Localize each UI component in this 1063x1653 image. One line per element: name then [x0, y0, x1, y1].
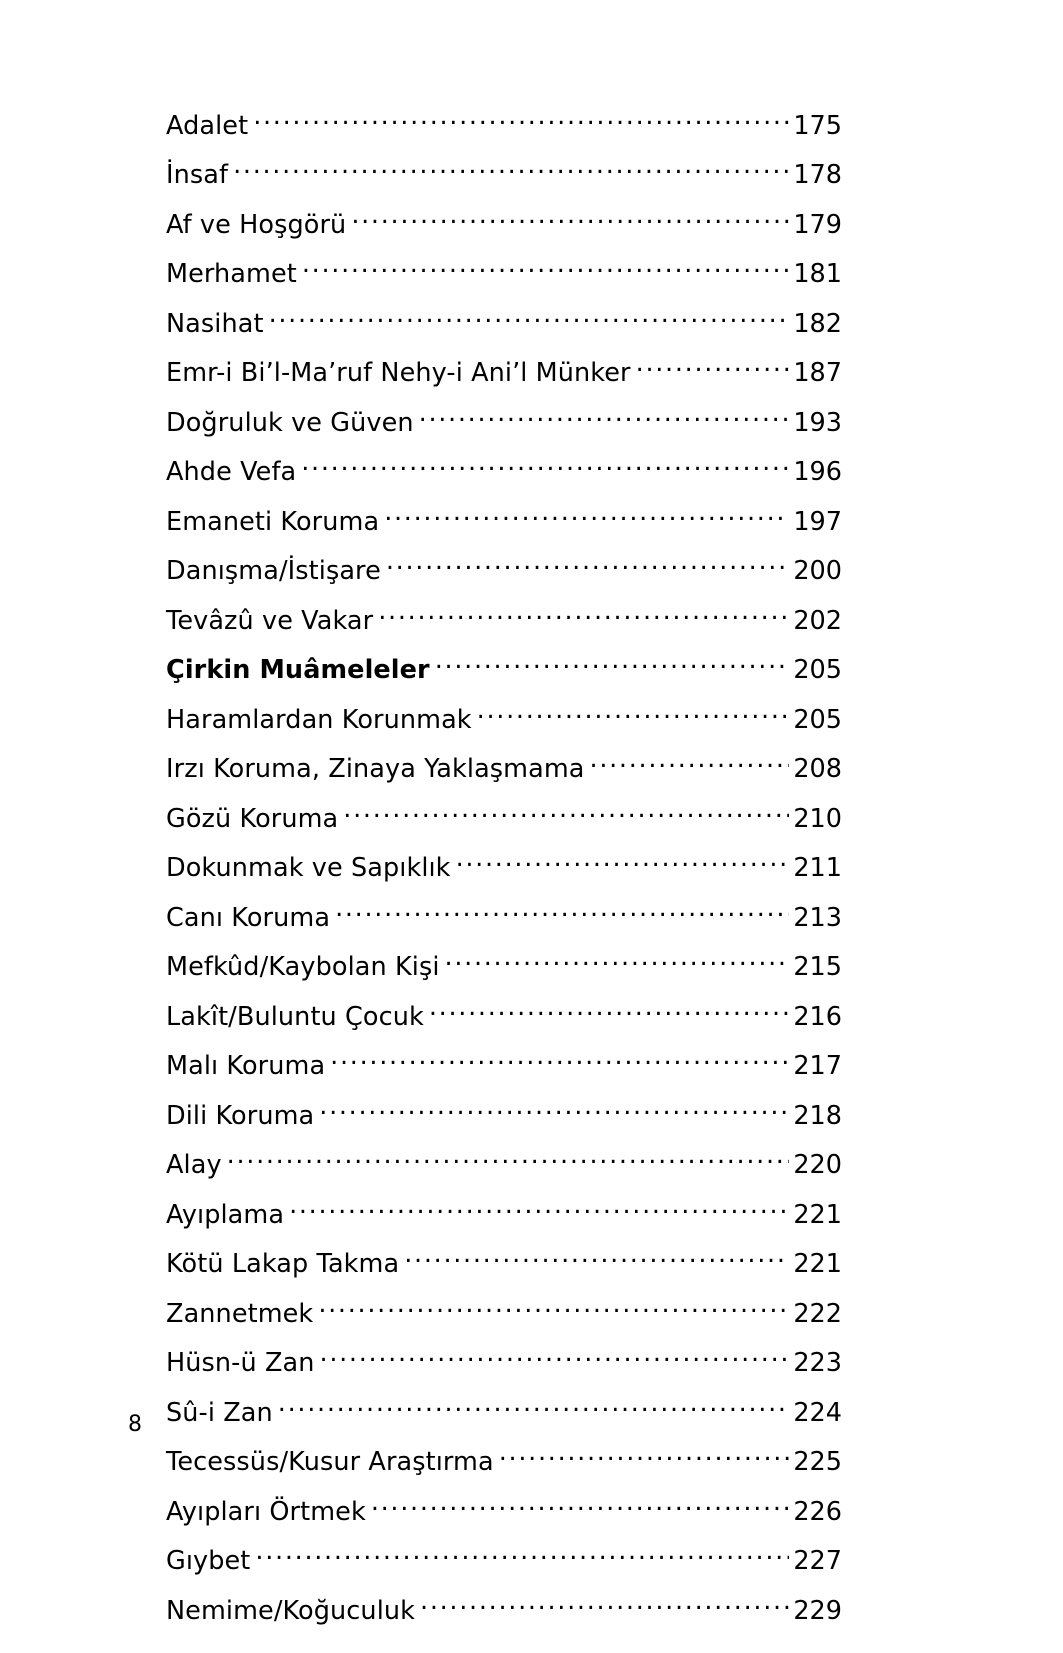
toc-entry-title: Haramlardan Korunmak — [166, 704, 472, 735]
toc-entry[interactable] — [166, 1296, 842, 1327]
toc-entry[interactable] — [166, 653, 842, 684]
toc-entry[interactable] — [166, 702, 842, 733]
toc-entry[interactable] — [166, 900, 842, 931]
toc-entry-title: İnsaf — [166, 160, 229, 190]
toc-entry-title: Merhamet — [166, 259, 297, 289]
toc-entry-title: Tecessüs/Kusur Araştırma — [166, 1447, 494, 1477]
toc-entry-page: 178 — [793, 160, 842, 190]
toc-leader-dots — [477, 702, 790, 728]
toc-entry[interactable] — [166, 999, 842, 1030]
toc-leader-dots — [404, 1247, 789, 1273]
toc-leader-dots — [269, 306, 790, 332]
toc-entry-title: Danışma/İstişare — [166, 556, 381, 586]
toc-leader-dots — [456, 851, 790, 877]
toc-entry[interactable] — [166, 257, 842, 288]
toc-entry-page: 217 — [793, 1051, 842, 1081]
toc-entry-page: 226 — [793, 1496, 842, 1527]
toc-leader-dots — [351, 207, 789, 233]
toc-leader-dots — [419, 405, 790, 431]
toc-entry-title: Malı Koruma — [166, 1051, 326, 1081]
toc-entry-page: 205 — [793, 704, 842, 735]
toc-entry[interactable] — [166, 207, 842, 238]
toc-entry-page: 215 — [793, 952, 842, 982]
toc-entry-title: Ayıplama — [166, 1199, 285, 1230]
toc-entry[interactable] — [166, 1197, 842, 1228]
toc-entry-title: Ayıpları Örtmek — [166, 1496, 366, 1527]
toc-entry-page: 222 — [793, 1298, 842, 1329]
toc-entry-title: Çirkin Muâmeleler — [166, 655, 430, 685]
toc-entry[interactable] — [166, 1544, 842, 1575]
toc-entry-page: 211 — [793, 853, 842, 883]
toc-entry-page: 218 — [793, 1100, 842, 1131]
toc-entry-title: Alay — [166, 1150, 222, 1180]
toc-entry[interactable] — [166, 504, 842, 535]
toc-entry[interactable] — [166, 1494, 842, 1525]
toc-leader-dots — [319, 1098, 789, 1124]
toc-entry-title: Dokunmak ve Sapıklık — [166, 853, 451, 883]
toc-entry-page: 221 — [793, 1199, 842, 1230]
toc-entry-title: Hüsn-ü Zan — [166, 1348, 315, 1378]
toc-entry-title: Gıybet — [166, 1546, 251, 1576]
toc-entry-title: Canı Koruma — [166, 902, 331, 933]
toc-entry[interactable] — [166, 851, 842, 882]
toc-entry[interactable] — [166, 1049, 842, 1080]
toc-entry-page: 210 — [793, 803, 842, 834]
page-number: 8 — [128, 1412, 142, 1437]
toc-entry-title: Tevâzû ve Vakar — [166, 605, 374, 636]
toc-entry-title: Emr-i Bi’l-Ma’ruf Nehy-i Ani’l Münker — [166, 358, 631, 388]
toc-entry[interactable] — [166, 1098, 842, 1129]
toc-entry-page: 225 — [793, 1447, 842, 1477]
toc-entry-title: Ahde Vefa — [166, 457, 297, 487]
toc-leader-dots — [384, 504, 789, 530]
toc-leader-dots — [330, 1049, 789, 1075]
toc-entry[interactable] — [166, 356, 842, 387]
toc-entry-page: 175 — [793, 110, 842, 141]
toc-entry[interactable] — [166, 1445, 842, 1476]
toc-entry-title: Gözü Koruma — [166, 803, 339, 834]
toc-entry-page: 182 — [793, 308, 842, 339]
toc-leader-dots — [386, 554, 789, 580]
toc-entry-title: Sû-i Zan — [166, 1397, 273, 1428]
toc-entry[interactable] — [166, 603, 842, 634]
toc-entry-title: Emaneti Koruma — [166, 506, 380, 537]
toc-leader-dots — [343, 801, 789, 827]
toc-leader-dots — [227, 1148, 790, 1174]
toc-entry[interactable] — [166, 1395, 842, 1426]
toc-entry[interactable] — [166, 306, 842, 337]
toc-leader-dots — [320, 1346, 790, 1372]
toc-leader-dots — [420, 1593, 789, 1619]
toc-leader-dots — [278, 1395, 790, 1421]
toc-entry-page: 216 — [793, 1001, 842, 1032]
toc-entry-title: Kötü Lakap Takma — [166, 1249, 400, 1279]
toc-entry[interactable] — [166, 158, 842, 189]
toc-entry-page: 187 — [793, 358, 842, 388]
toc-entry[interactable] — [166, 1247, 842, 1278]
toc-leader-dots — [499, 1445, 790, 1471]
toc-leader-dots — [302, 257, 789, 283]
toc-leader-dots — [255, 1544, 789, 1570]
toc-entry[interactable] — [166, 554, 842, 585]
toc-entry[interactable] — [166, 752, 842, 783]
toc-leader-dots — [253, 108, 789, 134]
toc-leader-dots — [636, 356, 790, 382]
toc-entry-page: 227 — [793, 1546, 842, 1576]
toc-entry-page: 221 — [793, 1249, 842, 1279]
toc-leader-dots — [378, 603, 789, 629]
toc-entry-title: Dili Koruma — [166, 1100, 315, 1131]
toc-leader-dots — [429, 999, 789, 1025]
toc-entry-page: 196 — [793, 457, 842, 487]
toc-leader-dots — [301, 455, 789, 481]
toc-entry-page: 229 — [793, 1595, 842, 1626]
toc-entry-page: 223 — [793, 1348, 842, 1378]
toc-entry-page: 205 — [793, 655, 842, 685]
table-of-contents — [166, 108, 842, 1643]
toc-entry[interactable] — [166, 108, 842, 139]
toc-entry-page: 197 — [793, 506, 842, 537]
toc-entry-page: 202 — [793, 605, 842, 636]
toc-entry-page: 193 — [793, 407, 842, 438]
toc-entry-title: Adalet — [166, 110, 249, 141]
toc-entry-title: Nasihat — [166, 308, 264, 339]
toc-entry-page: 224 — [793, 1397, 842, 1428]
toc-entry-title: Lakît/Buluntu Çocuk — [166, 1001, 424, 1032]
toc-leader-dots — [371, 1494, 790, 1520]
toc-entry[interactable] — [166, 1148, 842, 1179]
toc-leader-dots — [445, 950, 790, 976]
toc-entry[interactable] — [166, 1346, 842, 1377]
toc-entry-page: 220 — [793, 1150, 842, 1180]
toc-entry[interactable] — [166, 455, 842, 486]
toc-entry-page: 208 — [793, 754, 842, 784]
toc-entry-title: Doğruluk ve Güven — [166, 407, 414, 438]
toc-entry-page: 200 — [793, 556, 842, 586]
toc-entry-page: 179 — [793, 209, 842, 240]
toc-entry[interactable] — [166, 801, 842, 832]
toc-leader-dots — [233, 158, 789, 184]
toc-entry-title: Irzı Koruma, Zinaya Yaklaşmama — [166, 754, 585, 784]
toc-entry-title: Zannetmek — [166, 1298, 314, 1329]
toc-entry-page: 213 — [793, 902, 842, 933]
toc-entry-page: 181 — [793, 259, 842, 289]
toc-entry-title: Mefkûd/Kaybolan Kişi — [166, 952, 440, 982]
toc-leader-dots — [590, 752, 790, 778]
toc-leader-dots — [289, 1197, 789, 1223]
toc-entry-title: Af ve Hoşgörü — [166, 209, 347, 240]
toc-entry[interactable] — [166, 1593, 842, 1624]
toc-leader-dots — [318, 1296, 789, 1322]
toc-entry[interactable] — [166, 950, 842, 981]
toc-entry-title: Nemime/Koğuculuk — [166, 1595, 416, 1626]
toc-entry[interactable] — [166, 405, 842, 436]
toc-leader-dots — [435, 653, 790, 679]
toc-leader-dots — [335, 900, 789, 926]
